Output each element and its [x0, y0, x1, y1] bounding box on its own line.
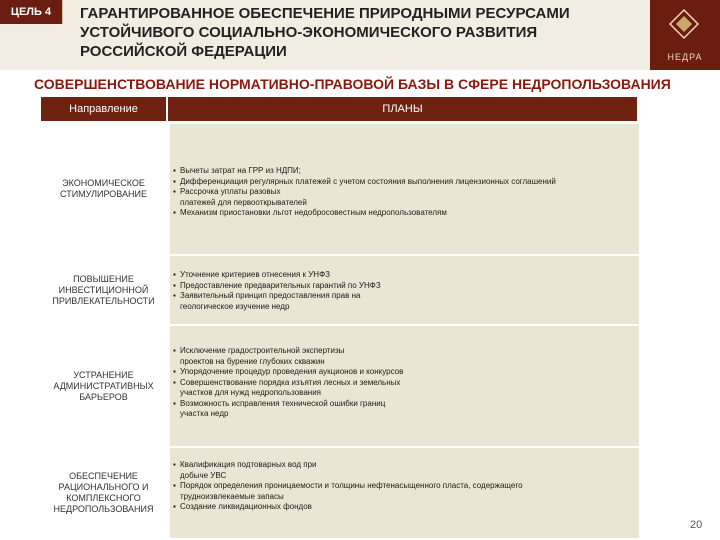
plan-item: ▪ Вычеты затрат на ГРР из НДПИ;	[173, 166, 613, 177]
row-plans	[168, 448, 639, 538]
table-row	[41, 326, 637, 446]
row-direction: ОБЕСПЕЧЕНИЕ РАЦИОНАЛЬНОГО И КОМПЛЕКСНОГО НЕДРОПОЛЬЗОВАНИЯ	[53, 471, 154, 514]
plan-item: ▪ Порядок определения проницаемости и толщины нефтенасыщенного пласта, содержащего трудноизвлекаемые запасы	[173, 481, 590, 502]
plan-item: ▪ Заявительный принцип предоставления прав на геологическое изучение недр	[173, 291, 390, 312]
plan-item: ▪ Предоставление предварительных гарантий по УНФЗ	[173, 281, 613, 292]
plan-item: ▪ Исключение градостроительной экспертизы проектов на бурение глубоких скважин	[173, 346, 380, 367]
section-title: СОВЕРШЕНСТВОВАНИЕ НОРМАТИВНО-ПРАВОВОЙ БАЗЫ В СФЕРЕ НЕДРОПОЛЬЗОВАНИЯ	[34, 76, 671, 92]
table-row	[41, 448, 637, 538]
plan-item: ▪ Квалификация подтоварных вод при добыче УВС	[173, 460, 340, 481]
table-header	[41, 97, 637, 121]
plan-item: ▪ Рассрочка уплаты разовых платежей для первооткрывателей	[173, 187, 315, 208]
page-title: ГАРАНТИРОВАННОЕ ОБЕСПЕЧЕНИЕ ПРИРОДНЫМИ РЕСУРСАМИ УСТОЙЧИВОГО СОЦИАЛЬНО-ЭКОНОМИЧЕСКОГО РАЗВИТИЯ РОССИЙСКОЙ ФЕДЕРАЦИИ	[80, 5, 570, 60]
header	[0, 0, 720, 70]
table-row	[41, 124, 637, 254]
row-direction: ПОВЫШЕНИЕ ИНВЕСТИЦИОННОЙ ПРИВЛЕКАТЕЛЬНОСТИ	[52, 273, 155, 306]
plan-item: ▪ Уточнение критериев отнесения к УНФЗ	[173, 270, 613, 281]
plan-item: ▪ Создание ликвидационных фондов	[173, 502, 613, 513]
row-direction: УСТРАНЕНИЕ АДМИНИСТРАТИВНЫХ БАРЬЕРОВ	[53, 369, 154, 402]
logo	[650, 0, 720, 70]
goal-badge: ЦЕЛЬ 4	[0, 0, 63, 24]
plan-item: ▪ Дифференциация регулярных платежей с учетом состояния выполнения лицензионных соглашений	[173, 177, 613, 188]
plan-item: ▪ Возможность исправления технической ошибки границ участка недр	[173, 399, 405, 420]
page-number: 20	[690, 519, 703, 531]
plan-item: ▪ Упорядочение процедур проведения аукционов и конкурсов	[173, 367, 410, 378]
row-plans	[168, 256, 639, 324]
row-direction: ЭКОНОМИЧЕСКОЕ СТИМУЛИРОВАНИЕ	[60, 178, 147, 199]
diamond-logo-icon	[668, 8, 700, 40]
row-plans	[168, 326, 639, 446]
plan-item: ▪ Совершенствование порядка изъятия лесных и земельных участков для нужд недропользования	[173, 378, 420, 399]
header-direction: Направление	[41, 97, 166, 121]
row-plans	[168, 124, 639, 254]
plan-list	[173, 166, 613, 219]
plan-item: ▪ Механизм приостановки льгот недобросовестным недропользователям	[173, 208, 613, 219]
plan-list	[173, 270, 613, 312]
plan-list	[173, 346, 433, 420]
plan-list	[173, 460, 613, 513]
header-plans: ПЛАНЫ	[168, 97, 637, 121]
logo-text: НЕДРА	[667, 52, 703, 62]
table-row	[41, 256, 637, 324]
